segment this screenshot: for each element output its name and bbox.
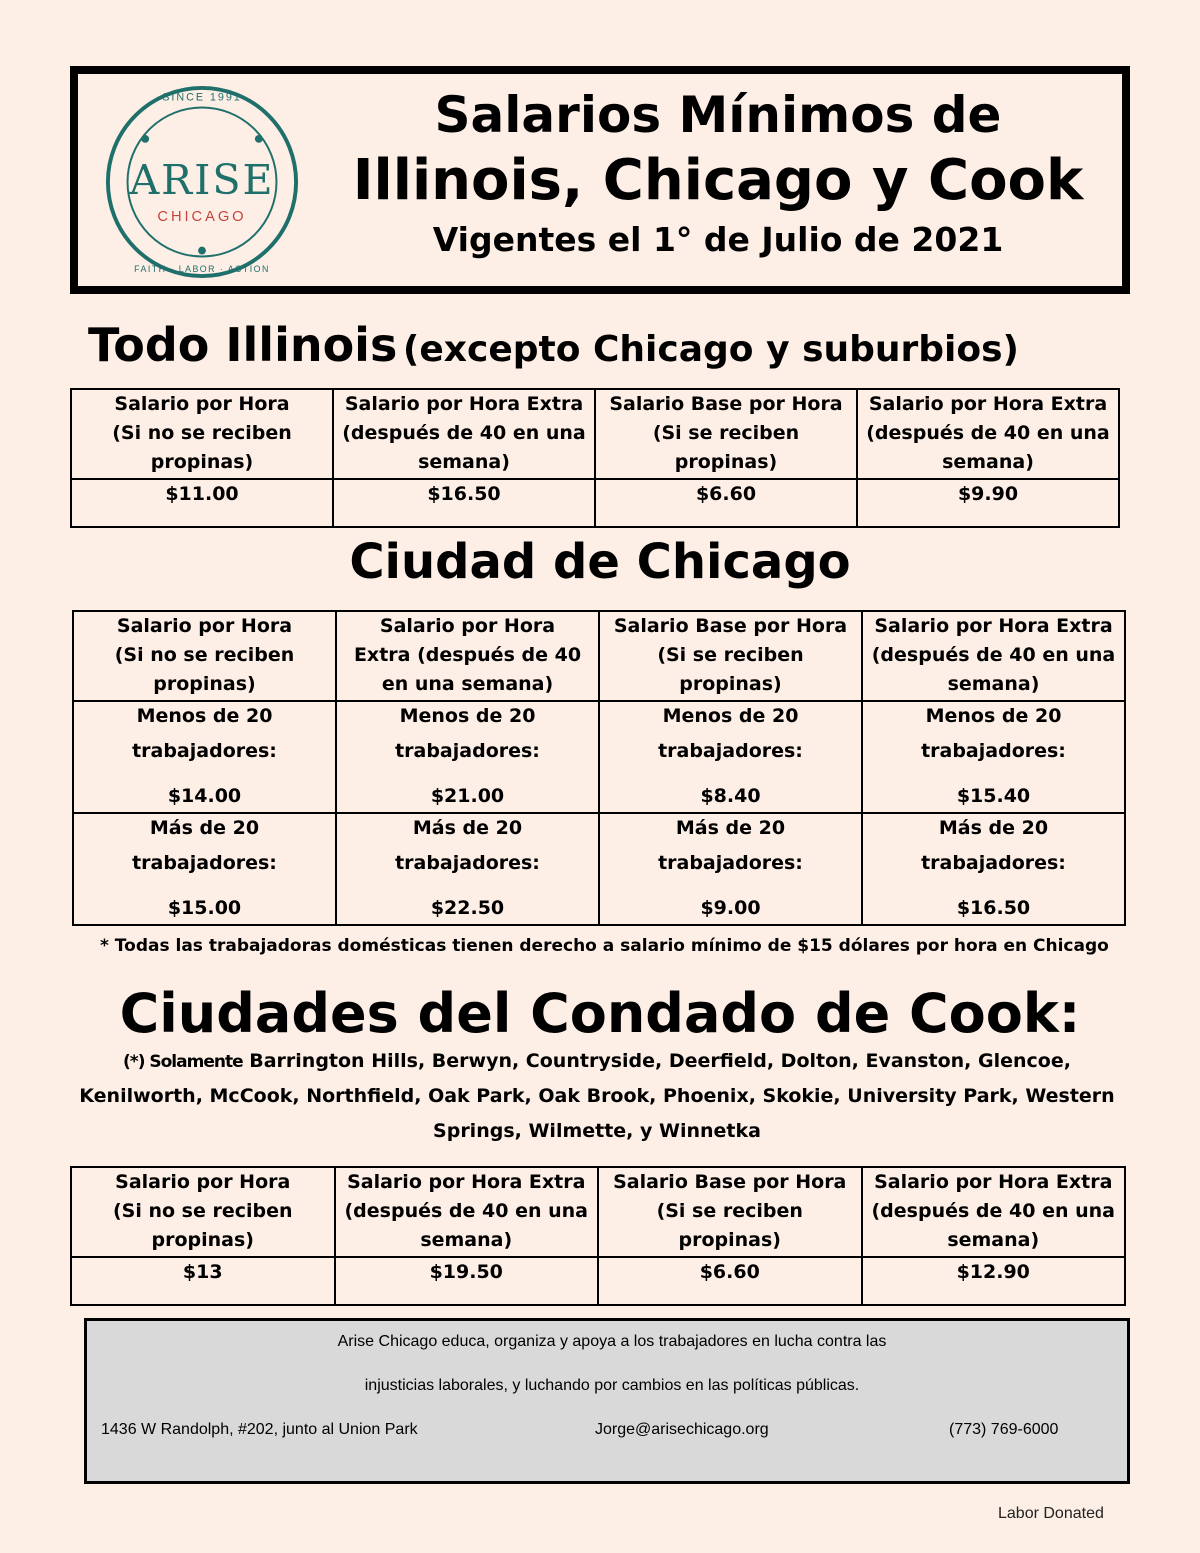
logo-city: CHICAGO bbox=[157, 209, 247, 226]
chicago-wage-table: Salario por Hora (Si no se reciben propinas) Salario por Hora Extra (después de 40 en una semana) Salario Base por Hora (Si se reciben propinas) Salario por Hora Extra (después de 40 en una semana) Menos de 20 trabajadores: $14.00 Menos de 20 trabajadores: $21.00 Menos de 20 trabajadores: $8.40 Menos de 20 trabajadores: $15.40 Más de 20 trabajadores: $15.00 Más de 20 trabajadores: $22.50 Más de 20 trabajadores: $9.00 Más de 20 trabajadores: $16.50 bbox=[72, 610, 1126, 926]
logo-since: SINCE 1991 bbox=[162, 91, 242, 104]
cook-cities-line1: (*) Solamente Barrington Hills, Berwyn, Countryside, Deerfield, Dolton, Evanston, Glencoe, bbox=[123, 1050, 1071, 1072]
domestic-workers-note: * Todas las trabajadoras domésticas tienen derecho a salario mínimo de $15 dólares por hora en Chicago bbox=[100, 936, 1109, 956]
footer-phone: (773) 769-6000 bbox=[949, 1421, 1059, 1438]
chicago-more-than-20-cell: Más de 20 trabajadores: $16.50 bbox=[862, 813, 1125, 925]
cook-section-title: Ciudades del Condado de Cook: bbox=[119, 982, 1081, 1045]
page-subtitle-date: Vigentes el 1° de Julio de 2021 bbox=[432, 220, 1004, 259]
cook-value-cell: $6.60 bbox=[598, 1257, 862, 1305]
chicago-more-than-20-cell: Más de 20 trabajadores: $9.00 bbox=[599, 813, 862, 925]
footer-email-link[interactable]: Jorge@arisechicago.org bbox=[595, 1421, 769, 1438]
chicago-section-title: Ciudad de Chicago bbox=[349, 534, 851, 590]
logo-name: ARISE bbox=[129, 155, 275, 204]
chicago-more-than-20-cell: Más de 20 trabajadores: $22.50 bbox=[336, 813, 599, 925]
illinois-value-cell: $9.90 bbox=[857, 479, 1119, 527]
cook-cities-line3: Springs, Wilmette, y Winnetka bbox=[433, 1120, 761, 1142]
footer-address: 1436 W Randolph, #202, junto al Union Park bbox=[101, 1421, 418, 1438]
page-title-line2: Illinois, Chicago y Cook bbox=[352, 148, 1084, 213]
cook-value-cell: $13 bbox=[71, 1257, 335, 1305]
footer-box bbox=[84, 1318, 1130, 1484]
chicago-less-than-20-cell: Menos de 20 trabajadores: $8.40 bbox=[599, 701, 862, 813]
illinois-section-title: Todo Illinois (excepto Chicago y suburbios) bbox=[88, 318, 1019, 372]
logo-motto: FAITH · LABOR · ACTION bbox=[134, 264, 270, 275]
illinois-value-cell: $11.00 bbox=[71, 479, 333, 527]
illinois-value-cell: $6.60 bbox=[595, 479, 857, 527]
cook-cities-line2: Kenilworth, McCook, Northfield, Oak Park, Oak Brook, Phoenix, Skokie, University Park, Western bbox=[79, 1085, 1115, 1107]
page-title-line1: Salarios Mínimos de bbox=[434, 86, 1002, 144]
chicago-less-than-20-cell: Menos de 20 trabajadores: $21.00 bbox=[336, 701, 599, 813]
cook-wage-table: Salario por Hora (Si no se reciben propinas) Salario por Hora Extra (después de 40 en una semana) Salario Base por Hora (Si se reciben propinas) Salario por Hora Extra (después de 40 en una semana) $13 $19.50 $6.60 $12.90 bbox=[70, 1166, 1126, 1306]
labor-donated-note: Labor Donated bbox=[998, 1505, 1104, 1522]
illinois-wage-table: Salario por Hora (Si no se reciben propinas) Salario por Hora Extra (después de 40 en una semana) Salario Base por Hora (Si se reciben propinas) Salario por Hora Extra (después de 40 en una semana) $11.00 $16.50 $6.60 $9.90 bbox=[70, 388, 1120, 528]
header-box bbox=[70, 66, 1130, 294]
arise-chicago-logo bbox=[104, 84, 300, 280]
footer-mission-line2: injusticias laborales, y luchando por cambios en las políticas públicas. bbox=[364, 1377, 860, 1394]
footer-mission-line1: Arise Chicago educa, organiza y apoya a los trabajadores en lucha contra las bbox=[337, 1333, 887, 1350]
chicago-more-than-20-cell: Más de 20 trabajadores: $15.00 bbox=[73, 813, 336, 925]
chicago-less-than-20-cell: Menos de 20 trabajadores: $14.00 bbox=[73, 701, 336, 813]
cook-value-cell: $19.50 bbox=[335, 1257, 599, 1305]
cook-value-cell: $12.90 bbox=[862, 1257, 1126, 1305]
chicago-less-than-20-cell: Menos de 20 trabajadores: $15.40 bbox=[862, 701, 1125, 813]
illinois-value-cell: $16.50 bbox=[333, 479, 595, 527]
